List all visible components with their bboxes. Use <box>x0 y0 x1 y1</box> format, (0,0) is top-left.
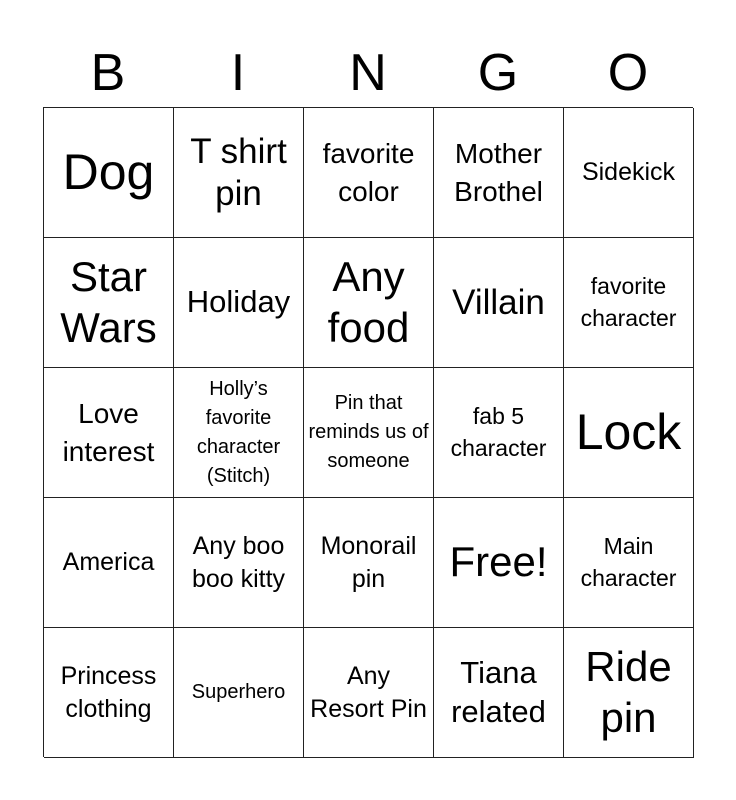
bingo-cell[interactable] <box>564 368 694 498</box>
cell-label: Any food <box>327 253 410 351</box>
cell-label: Dog <box>62 144 155 200</box>
bingo-cell[interactable] <box>564 108 694 238</box>
cell-label: Star Wars <box>60 253 157 351</box>
bingo-cell[interactable] <box>174 238 304 368</box>
bingo-cell[interactable] <box>44 498 174 628</box>
cell-label: Holly’s favorite character (Stitch) <box>196 377 281 487</box>
cell-label: Pin that reminds us of someone <box>308 392 429 472</box>
cell-label: Ride pin <box>585 643 672 741</box>
cell-label: Lock <box>575 404 682 460</box>
cell-label: T shirt pin <box>190 131 287 213</box>
bingo-cell[interactable] <box>174 368 304 498</box>
bingo-cell[interactable] <box>174 498 304 628</box>
bingo-cell[interactable] <box>174 108 304 238</box>
cell-label: Tiana related <box>451 654 546 729</box>
cell-label: favorite color <box>322 137 415 207</box>
cell-label: Sidekick <box>581 158 676 187</box>
cell-label: Villain <box>452 282 545 322</box>
bingo-cell[interactable] <box>304 628 434 758</box>
cell-label: Mother Brothel <box>454 137 543 207</box>
bingo-cell[interactable] <box>434 108 564 238</box>
cell-label: Superhero <box>191 681 286 703</box>
cell-label: Monorail pin <box>320 532 417 593</box>
bingo-header <box>43 40 693 106</box>
cell-label: Any Resort Pin <box>310 662 427 723</box>
cell-label: fab 5 character <box>450 403 547 461</box>
bingo-cell[interactable] <box>174 628 304 758</box>
header-letter-o: O <box>607 44 649 102</box>
cell-label: Main character <box>580 533 677 591</box>
header-letter-b: B <box>90 44 126 102</box>
bingo-cell[interactable] <box>564 238 694 368</box>
bingo-cell[interactable] <box>44 238 174 368</box>
bingo-cell[interactable] <box>434 368 564 498</box>
cell-label: America <box>62 548 155 577</box>
bingo-cell[interactable] <box>304 108 434 238</box>
header-letter-g: G <box>477 44 519 102</box>
bingo-cell[interactable] <box>434 498 564 628</box>
bingo-cell[interactable] <box>564 498 694 628</box>
bingo-board <box>43 107 693 757</box>
bingo-cell[interactable] <box>564 628 694 758</box>
cell-label: favorite character <box>580 273 677 331</box>
header-letter-n: N <box>349 44 387 102</box>
bingo-cell[interactable] <box>44 368 174 498</box>
cell-label: Free! <box>449 538 548 586</box>
bingo-cell[interactable] <box>304 368 434 498</box>
cell-label: Any boo boo kitty <box>191 532 286 593</box>
bingo-cell[interactable] <box>44 108 174 238</box>
cell-label: Love interest <box>62 397 155 467</box>
bingo-cell[interactable] <box>434 238 564 368</box>
cell-label: Princess clothing <box>60 662 157 723</box>
cell-label: Holiday <box>186 284 291 320</box>
bingo-cell[interactable] <box>44 628 174 758</box>
header-letter-i: I <box>230 44 246 102</box>
bingo-cell[interactable] <box>434 628 564 758</box>
bingo-cell[interactable] <box>304 238 434 368</box>
bingo-cell[interactable] <box>304 498 434 628</box>
